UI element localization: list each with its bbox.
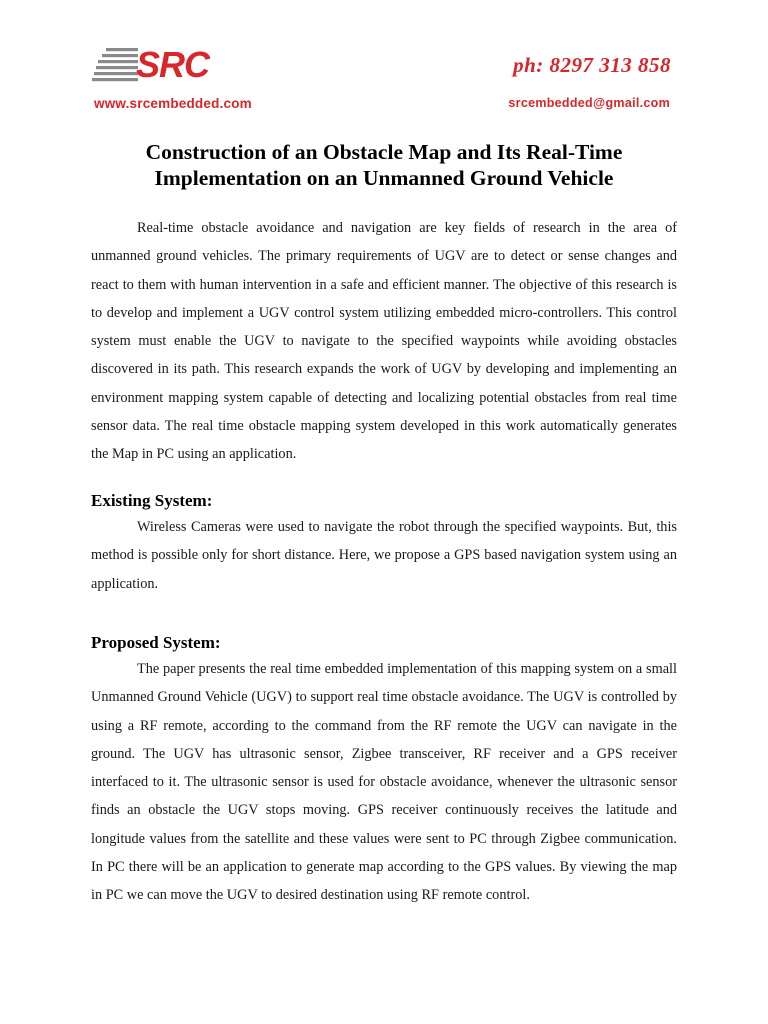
logo-speed-bars-icon	[92, 47, 140, 85]
proposed-system-heading: Proposed System:	[91, 633, 221, 652]
title-line-1: Construction of an Obstacle Map and Its Real-Time	[145, 140, 623, 164]
proposed-system-paragraph: The paper presents the real time embedded implementation of this mapping system on a small Unmanned Ground Vehicle (UGV) to support real time obstacle avoidance. The UGV is controlled by using a RF remote, according to the command from the RF remote the UGV can navigate in the ground. The UGV has ultrasonic sensor, Zigbee transceiver, RF receiver and a GPS receiver interfaced to it. The ultrasonic sensor is used for obstacle avoidance, whenever the ultrasonic sensor finds an obstacle the UGV stops moving. GPS receiver continuously receives the latitude and longitude values from the satellite and these values were sent to PC through Zigbee communication. In PC there will be an application to generate map according to the GPS values. By viewing the map in PC we can move the UGV to desired destination using RF remote control.	[91, 661, 677, 904]
document-title	[80, 139, 688, 191]
src-logo	[92, 44, 210, 85]
phone-number: ph: 8297 313 858	[513, 53, 671, 77]
existing-system-paragraph: Wireless Cameras were used to navigate the robot through the specified waypoints. But, this method is possible only for short distance. Here, we propose a GPS based navigation system using an application.	[91, 519, 677, 592]
logo-text: SRC	[136, 44, 210, 85]
intro-paragraph: Real-time obstacle avoidance and navigation are key fields of research in the area of unmanned ground vehicles. The primary requirements of UGV are to detect or sense changes and react to them with human intervention in a safe and efficient manner. The objective of this research is to develop and implement a UGV control system utilizing embedded micro-controllers. This control system must enable the UGV to navigate to the specified waypoints while avoiding obstacles discovered in its path. This research expands the work of UGV by developing and implementing an environment mapping system capable of detecting and localizing potential obstacles from real time sensor data. The real time obstacle mapping system developed in this work automatically generates the Map in PC using an application.	[91, 220, 677, 463]
title-line-2: Implementation on an Unmanned Ground Vehicle	[154, 166, 614, 190]
website-link[interactable]: www.srcembedded.com	[94, 96, 252, 111]
existing-system-heading: Existing System:	[91, 491, 213, 510]
email-link[interactable]: srcembedded@gmail.com	[508, 96, 670, 110]
